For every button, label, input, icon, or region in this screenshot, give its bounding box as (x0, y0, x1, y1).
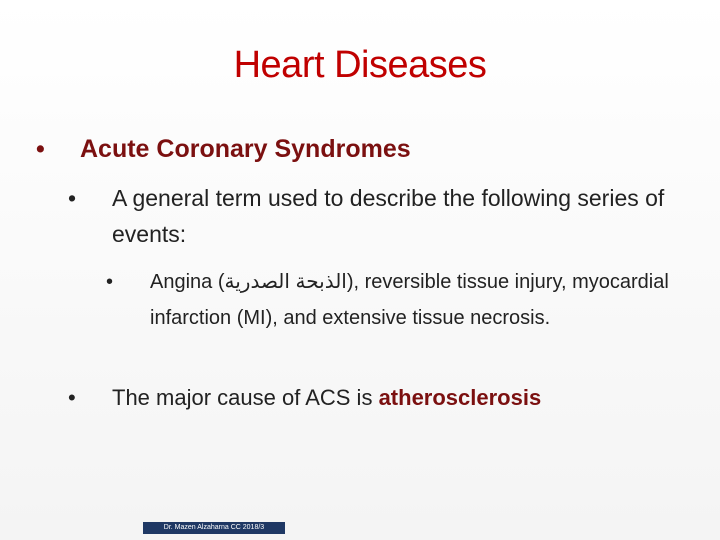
bullet-text-start: Angina ( (150, 271, 225, 293)
bullet-dot: • (106, 271, 114, 293)
slide-title: Heart Diseases (233, 44, 487, 86)
bullet-emphasis: atherosclerosis (378, 385, 542, 410)
bullet-acute-coronary-syndromes (36, 135, 700, 164)
arabic-term: الذبحة الصدرية (224, 271, 347, 293)
bullet-major-cause (68, 385, 712, 411)
bullet-angina (106, 264, 690, 336)
bullet-dot: • (68, 385, 76, 410)
footer-label: Dr. Mazen Alzaharna CC 2018/3 (143, 522, 285, 534)
bullet-text: The major cause of ACS is (112, 385, 379, 410)
bullet-dot: • (36, 135, 45, 163)
bullet-text-end: ), reversible tissue injury, myocardial infarction (MI), and extensive tissue necrosis. (150, 271, 669, 329)
bullet-text: Acute Coronary Syndromes (80, 135, 411, 163)
bullet-text: A general term used to describe the following series of events: (112, 185, 665, 247)
bullet-general-term (68, 180, 712, 252)
bullet-dot: • (68, 185, 77, 211)
